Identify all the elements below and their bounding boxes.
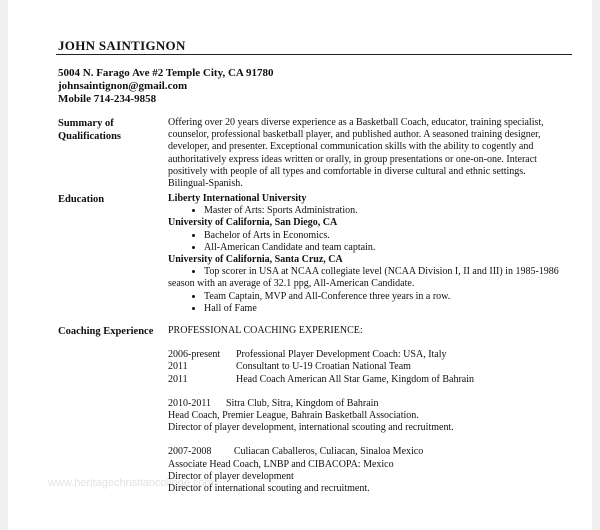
resume-page [8,0,592,530]
experience-line: Director of player development, international scouting and recruitment. [168,422,454,434]
school-name: Liberty International University [168,193,307,204]
list-item: • Master of Arts: Sports Administration. [204,205,568,217]
experience-text: Consultant to U-19 Croatian National Team [236,361,411,373]
summary-line: Bilingual-Spanish. [168,178,243,190]
list-item: • Bachelor of Arts in Economics. [204,230,568,242]
summary-line: positively with people of all types and comfortable in diverse cultural and ethnic settings. [168,165,526,177]
coaching-heading: PROFESSIONAL COACHING EXPERIENCE: [168,325,363,336]
school-name: University of California, Santa Cruz, CA [168,254,343,266]
summary-line: developer, and presenter. Exceptional communication skills with the ability to cogently and [168,141,534,153]
experience-line: 2010-2011 Sitra Club, Sitra, Kingdom of Bahrain [168,397,379,409]
experience-text: Professional Player Development Coach: USA, Italy [236,349,447,361]
experience-row [168,361,568,373]
contact-block [58,67,274,106]
experience-row [168,349,568,361]
coaching-content [168,325,568,495]
spacer [168,337,568,349]
summary-label-line1: Summary of [58,118,114,129]
spacer [168,386,568,398]
experience-line: Director of international scouting and recruitment. [168,483,370,495]
summary-line: Offering over 20 years diverse experience as a Basketball Coach, educator, training specialist, [168,117,544,128]
summary-line: counselor, professional basketball player, and published author. A seasoned training designer, [168,129,541,141]
header-divider [56,54,572,55]
list-item: • Top scorer in USA at NCAA collegiate level (NCAA Division I, II and III) in 1985-1986 [204,266,568,278]
summary-label-line2: Qualifications [58,131,122,142]
watermark: www.heritagechristiancollege.com [48,477,214,489]
list-item: • Hall of Fame [204,303,568,315]
experience-row [168,374,568,386]
experience-line: 2007-2008 Culiacan Caballeros, Culiacan, Sinaloa Mexico [168,446,424,458]
experience-text: Head Coach American All Star Game, Kingdom of Bahrain [236,373,474,385]
school-details [168,266,568,278]
school-details [168,230,568,254]
experience-year: 2006-present [168,349,221,361]
summary-label [58,117,163,143]
school-details [168,205,568,217]
coaching-label: Coaching Experience [58,326,154,337]
summary-line: authoritatively express ideas written or orally, in group presentations or one-on-one. Interact [168,153,537,165]
email-line: johnsaintignon@gmail.com [58,80,188,92]
address-line: 5004 N. Farago Ave #2 Temple City, CA 91780 [58,67,274,79]
school-details [168,291,568,315]
candidate-name: JOHN SAINTIGNON [58,38,186,53]
experience-year: 2011 [168,373,188,385]
experience-line: Associate Head Coach, LNBP and CIBACOPA: Mexico [168,458,394,470]
experience-year: 2011 [168,361,188,373]
education-content [168,193,568,315]
mobile-line: Mobile 714-234-9858 [58,93,157,105]
experience-line: Head Coach, Premier League, Bahrain Basketball Association. [168,410,419,422]
list-item: • All-American Candidate and team captain. [204,242,568,254]
list-item: • Team Captain, MVP and All-Conference three years in a row. [204,291,568,303]
school-name: University of California, San Diego, CA [168,217,338,229]
summary-content [168,117,568,190]
education-label: Education [58,194,105,205]
spacer [168,434,568,446]
list-item-continuation: season with an average of 32.1 ppg, All-American Candidate. [168,278,415,290]
experience-line: Director of player development [168,470,294,482]
